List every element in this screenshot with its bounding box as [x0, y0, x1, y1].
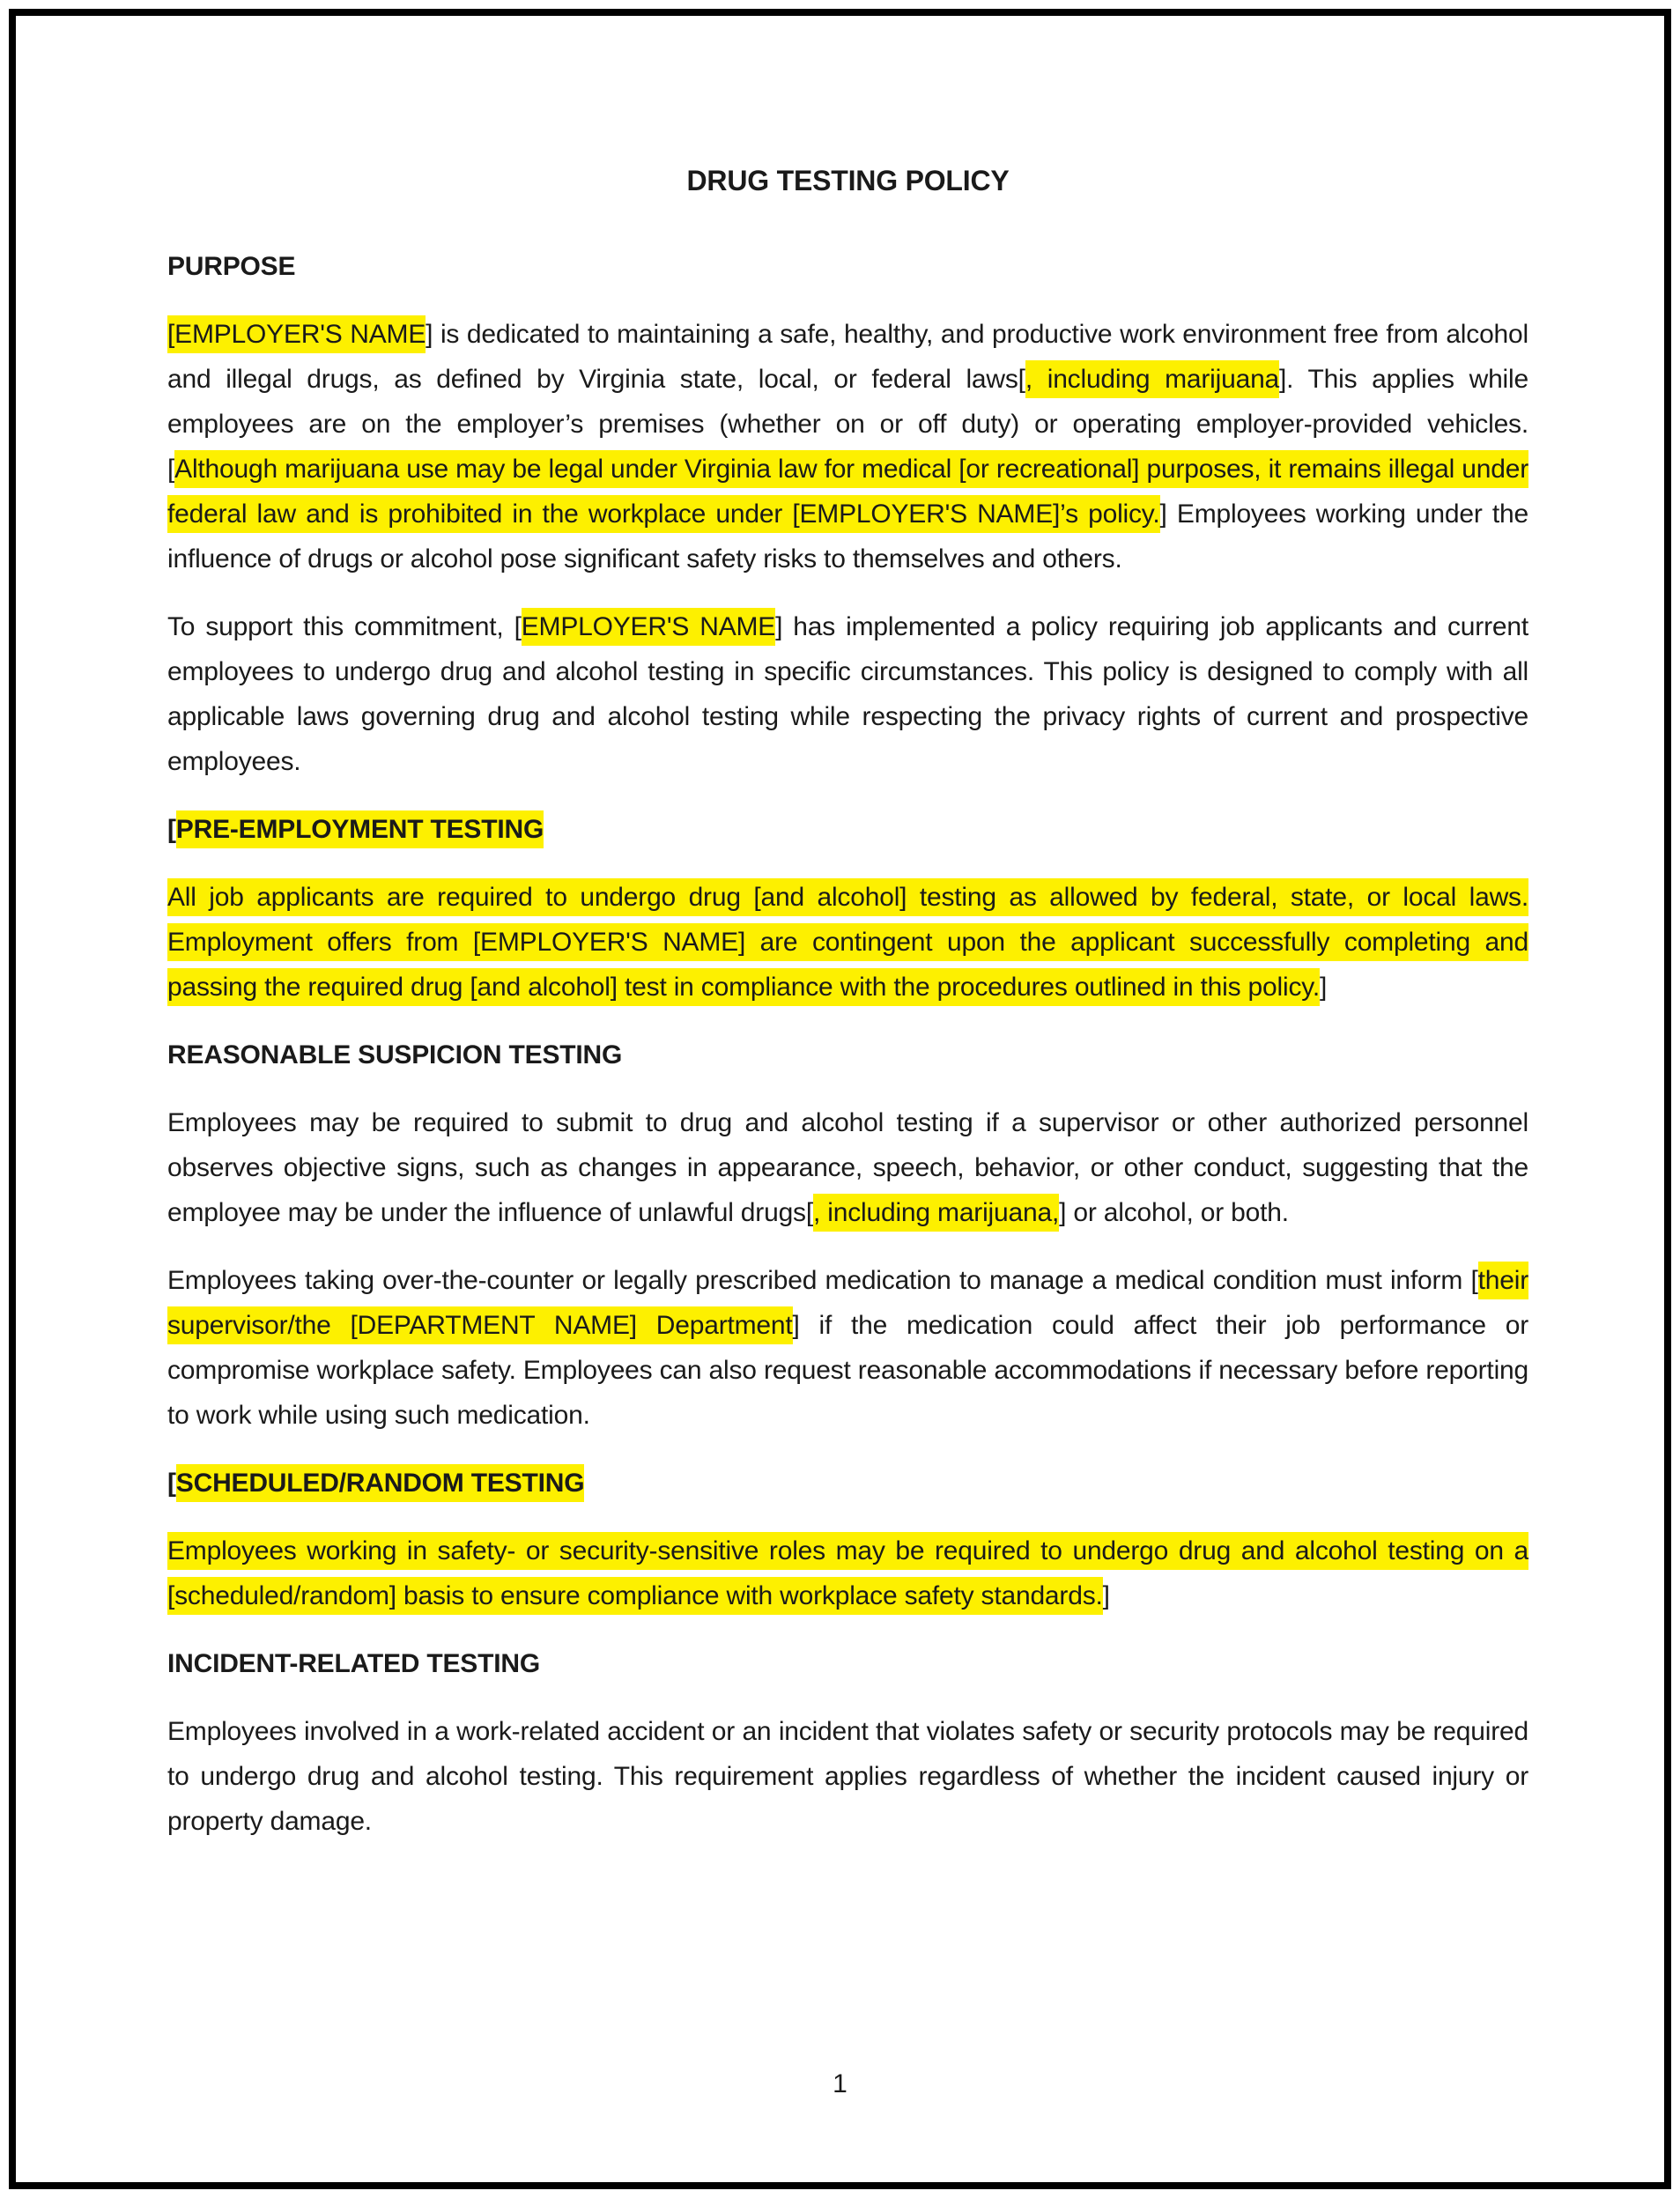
highlighted-text: Although marijuana use may be legal under Virginia law for medical [or recreational] purposes, it remains illegal under federal law and is prohibited in the workplace under [EMPLOYER'S NAME]’s policy. [167, 450, 1528, 533]
body-paragraph [167, 1258, 1528, 1438]
text-run: Employees taking over-the-counter or legally prescribed medication to manage a medical condition must inform [ [167, 1266, 1478, 1295]
highlighted-text: SCHEDULED/RANDOM TESTING [176, 1464, 585, 1502]
body-paragraph [167, 1100, 1528, 1235]
highlighted-text: , including marijuana, [813, 1194, 1059, 1232]
highlighted-text: All job applicants are required to undergo drug [and alcohol] testing as allowed by federal, state, or local laws. Employment offers from [EMPLOYER'S NAME] are contingent upon the applicant successfully completing and passing the required drug [and alcohol] test in compliance with the procedures outlined in this policy. [167, 878, 1528, 1006]
document-body [167, 0, 1528, 1867]
body-paragraph [167, 1528, 1528, 1618]
text-run: Employees may be required to submit to drug and alcohol testing if a supervisor or other authorized personnel observes objective signs, such as changes in appearance, speech, behavior, or other conduct, suggesting that the employee may be under the influence of unlawful drugs[ [167, 1108, 1528, 1227]
text-run: Employees involved in a work-related accident or an incident that violates safety or security protocols may be required to undergo drug and alcohol testing. This requirement applies regardless of whether the incident caused injury or property damage. [167, 1717, 1528, 1836]
highlighted-text: [EMPLOYER'S NAME [167, 315, 426, 353]
text-run: [ [167, 1469, 176, 1498]
highlighted-text: EMPLOYER'S NAME [522, 608, 775, 646]
highlighted-text: , including marijuana [1025, 360, 1279, 398]
text-run: PURPOSE [167, 252, 296, 281]
highlighted-text: their supervisor/the [DEPARTMENT NAME] Department [167, 1262, 1528, 1344]
highlighted-text: PRE-EMPLOYMENT TESTING [176, 810, 544, 848]
text-run: ] has implemented a policy requiring job applicants and current employees to undergo drug and alcohol testing in specific circumstances. This policy is designed to comply with all applicable laws governing drug and alcohol testing while respecting the privacy rights of current and prospective employees. [167, 612, 1528, 776]
section-heading [167, 244, 1528, 289]
text-run: To support this commitment, [ [167, 612, 522, 641]
text-run: ] or alcohol, or both. [1059, 1198, 1289, 1227]
text-run: [ [167, 815, 176, 844]
text-run: ] is dedicated to maintaining a safe, healthy, and productive work environment free from alcohol and illegal drugs, as defined by Virginia state, local, or federal laws[ [167, 320, 1528, 394]
section-heading [167, 1032, 1528, 1077]
policy-sections [167, 244, 1528, 1844]
text-run: ] [1319, 973, 1328, 1002]
body-paragraph [167, 1709, 1528, 1844]
text-run: REASONABLE SUSPICION TESTING [167, 1040, 623, 1069]
text-run: INCIDENT-RELATED TESTING [167, 1649, 540, 1678]
body-paragraph [167, 604, 1528, 784]
text-run: ] [1102, 1581, 1110, 1610]
text-run: ] if the medication could affect their job performance or compromise workplace safety. Employees can also request reasonable accommodations if necessary before reporting to work while using such medication. [167, 1311, 1528, 1430]
body-paragraph [167, 312, 1528, 581]
section-heading [167, 1461, 1528, 1506]
text-run: ]. This applies while employees are on the employer’s premises (whether on or off duty) or operating employer-provided vehicles. [ [167, 365, 1528, 484]
body-paragraph [167, 875, 1528, 1010]
section-heading [167, 807, 1528, 852]
highlighted-text: Employees working in safety- or security-sensitive roles may be required to undergo drug and alcohol testing on a [scheduled/random] basis to ensure compliance with workplace safety standards. [167, 1532, 1528, 1615]
document-title: DRUG TESTING POLICY [686, 165, 1010, 196]
page-number: 1 [833, 2069, 847, 2098]
section-heading [167, 1641, 1528, 1686]
text-run: ] Employees working under the influence of drugs or alcohol pose significant safety risks to themselves and others. [167, 500, 1528, 574]
